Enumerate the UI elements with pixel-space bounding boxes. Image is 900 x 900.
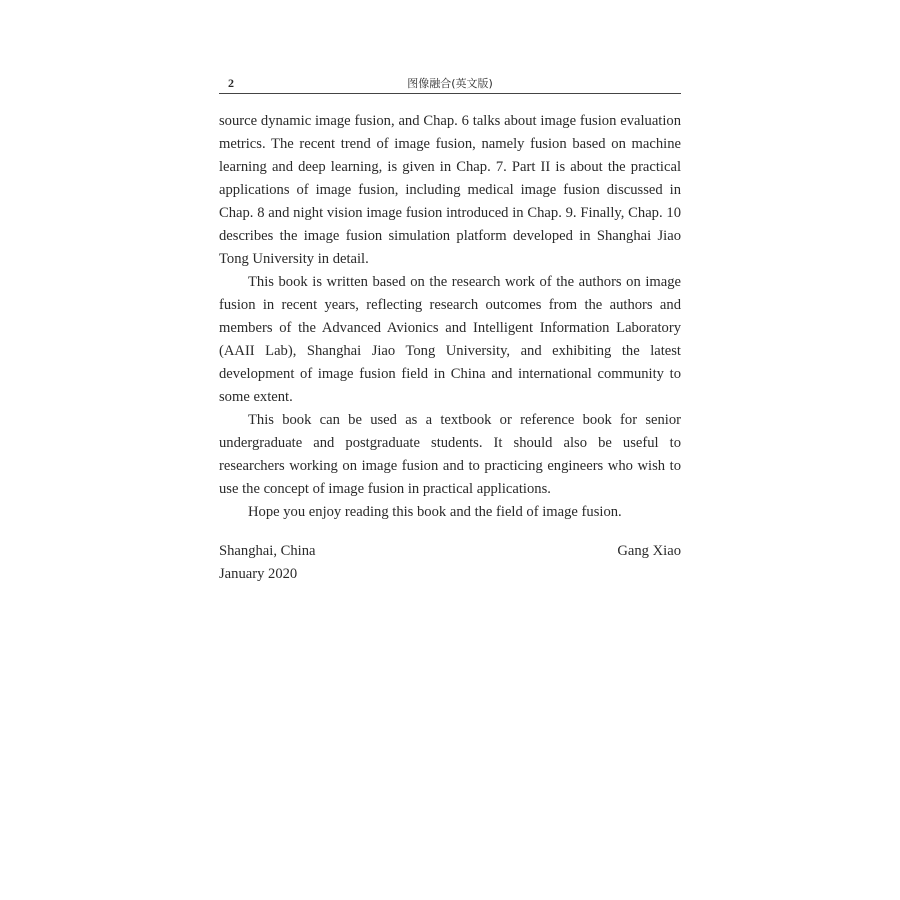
paragraph-audience: This book can be used as a textbook or reference book for senior undergraduate and postgraduate students. It should also be useful to researchers working on image fusion and to practicing engineers who wish to use the concept of image fusion in practical applications.: [219, 412, 681, 497]
paragraph-closing: Hope you enjoy reading this book and the field of image fusion.: [248, 504, 622, 520]
signoff-row: [219, 540, 681, 563]
page-number: 2: [228, 76, 234, 90]
paragraph-continued: source dynamic image fusion, and Chap. 6 talks about image fusion evaluation metrics. The recent trend of image fusion, namely fusion based on machine learning and deep learning, is given in Chap. 7. Part II is about the practical applications of image fusion, including medical image fusion discussed in Chap. 8 and night vision image fusion introduced in Chap. 9. Finally, Chap. 10 describes the image fusion simulation platform developed in Shanghai Jiao Tong University in detail.: [219, 113, 681, 267]
signoff-place: Shanghai, China: [219, 543, 316, 559]
book-page: [219, 74, 681, 586]
signoff-author: Gang Xiao: [617, 543, 681, 559]
running-head: [219, 74, 681, 94]
running-title: 图像融合(英文版): [407, 77, 493, 90]
signoff: [219, 540, 681, 586]
paragraph-research: This book is written based on the research work of the authors on image fusion in recent years, reflecting research outcomes from the authors and members of the Advanced Avionics and Intelligent Information Laboratory (AAII Lab), Shanghai Jiao Tong University, and exhibiting the latest development of image fusion field in China and international community to some extent.: [219, 274, 681, 405]
body-text: [219, 110, 681, 524]
signoff-date: January 2020: [219, 566, 298, 582]
